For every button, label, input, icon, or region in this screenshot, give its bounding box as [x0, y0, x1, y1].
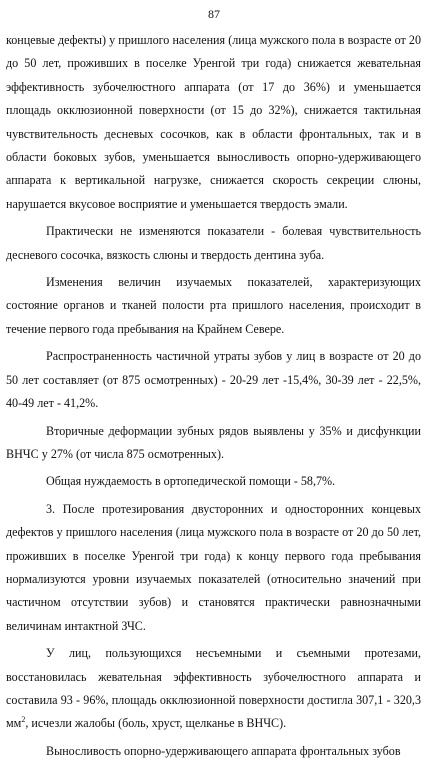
paragraph: Распространенность частичной утраты зубов у лиц в возрасте от 20 до 50 лет составляет (от 875 осмотренных) - 20-29 лет -15,4%, 30-39 лет - 22,5%, 40-49 лет - 41,2%.	[6, 349, 421, 411]
paragraph-with-superscript	[6, 642, 421, 736]
paragraph: Вторичные деформации зубных рядов выявлены у 35% и дисфункции ВНЧС у 27% (от числа 875 осмотренных).	[6, 423, 421, 461]
paragraph: Практически не изменяются показатели - болевая чувствительность десневого сосочка, вязкость слюны и твердость дентина зуба.	[6, 224, 421, 262]
paragraph-numbered: 3. После протезирования двусторонних и односторонних концевых дефектов у пришлого населения (лица мужского пола в возрасте от 20 до 50 лет, проживших в поселке Уренгой три года) к концу первого года пребывания нормализуются уровни изучаемых показателей (относительно значений при частичном отсутствии зубов) и становятся практически равнозначными величинам интактной ЗЧС.	[6, 501, 421, 633]
superscript: 2	[21, 715, 26, 725]
paragraph-continuation: концевые дефекты) у пришлого населения (лица мужского пола в возрасте от 20 до 50 лет, проживших в поселке Уренгой три года) снижается жевательная эффективность зубочелюстного аппарата (от 17 до 36%) и уменьшается площадь окклюзионной поверхности (от 15 до 32%), снижается тактильная чувствительность десневых сосочков, как в области фронтальных, так и в области боковых зубов, уменьшается выносливость опорно-удерживающего аппарата к вертикальной нагрузке, снижается скорость секреции слюны, нарушается вкусовое восприятие и уменьшается твердость эмали.	[6, 33, 421, 211]
body-text	[6, 29, 421, 763]
paragraph-text: , исчезли жалобы (боль, хруст, щелканье в ВНЧС).	[25, 716, 287, 731]
paragraph: Общая нуждаемость в ортопедической помощи - 58,7%.	[46, 474, 336, 489]
paragraph-text: У лиц, пользующихся несъемными и съемными протезами, восстановилась жевательная эффективность зубочелюстного аппарата и составила 93 - 96%, площадь окклюзионной поверхности достигла 307,1 - 320,3 мм	[6, 646, 421, 731]
paragraph: Изменения величин изучаемых показателей, характеризующих состояние органов и тканей полости рта пришлого населения, происходит в течение первого года пребывания на Крайнем Севере.	[6, 275, 421, 336]
paragraph: Выносливость опорно-удерживающего аппарата фронтальных зубов	[46, 743, 401, 758]
page-number: 87	[208, 7, 220, 21]
